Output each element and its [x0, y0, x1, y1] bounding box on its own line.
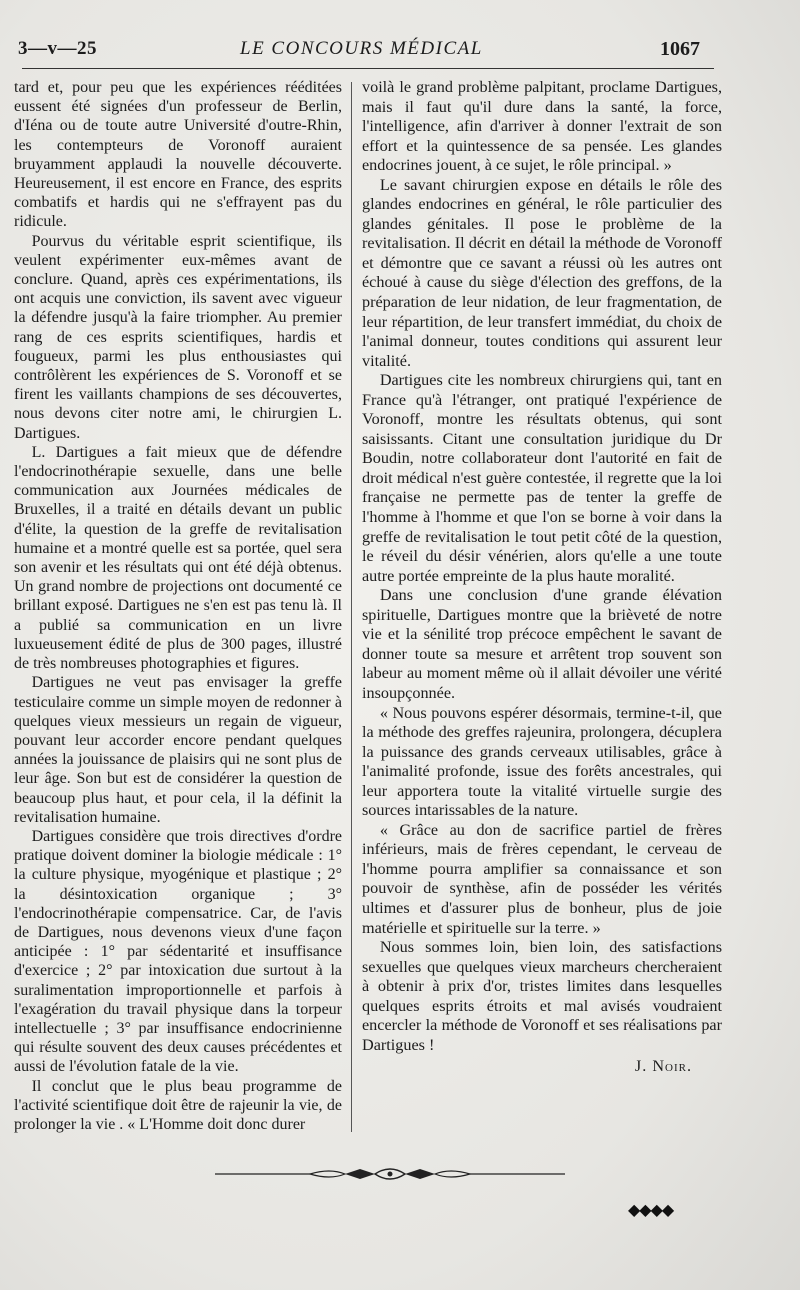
paragraph: Dans une conclusion d'une grande élévation spirituelle, Dartigues montre que la brièveté de notre vie et la sénilité trop précoce empêchent le savant de donner toute sa mesure et arrêtent trop souvent son labeur au moment même où il allait dévoiler une vérité insoupçonnée. [362, 586, 722, 702]
paragraph: « Nous pouvons espérer désormais, termine-t-il, que la méthode des greffes rajeunira, prolongera, décuplera la puissance des grands cerveaux utilisables, grâce à l'animalité profonde, issue des forêts ancestrales, qui leur apportera toute la vitalité virtuelle surgie des sources intarissables de la nature. [362, 703, 722, 820]
header-rule [22, 68, 714, 69]
end-mark: ◆◆◆◆ [628, 1200, 674, 1219]
paragraph: Dartigues ne veut pas envisager la greffe testiculaire comme un simple moyen de redonner à quelques vieux messieurs un regain de vigueur, pouvant leur accorder encore pendant quelques années la jouissance de plaisirs qui ne sont plus de leur âge. Son but est de considérer la question de beaucoup plus haut, et pour cela, il la définit la revitalisation humaine. [14, 674, 342, 826]
running-header [18, 36, 700, 66]
left-column [14, 78, 342, 1134]
paragraph: Pourvus du véritable esprit scientifique, ils veulent expérimenter eux-mêmes avant de conclure. Quand, après ces expérimentations, ils ont acquis une conviction, ils savent avec vigueur la défendre jusqu'à la faire triompher. Au premier rang de ces esprits scientifiques, hardis et fougueux, parmi les plus enthousiastes qui contrôlèrent les expériences de S. Voronoff et se firent les vaillants champions de ses découvertes, nous devons citer notre ami, le chirurgien L. Dartigues. [14, 232, 342, 442]
paragraph: Le savant chirurgien expose en détails le rôle des glandes endocrines en général, le rôle particulier des glandes génitales. Il pose le problème de la revitalisation. Il décrit en détail la méthode de Voronoff et démontre que ce savant a réussi où les autres ont échoué à cause du siège d'élection des greffons, de la préparation de leur nidation, de leur fragmentation, de leur répartition, de leur transfert immédiat, du choix de l'animal donneur, toutes conditions qui assurent leur vitalité. [362, 175, 722, 370]
issue-date: 3—v—25 [18, 38, 97, 59]
paragraph: Nous sommes loin, bien loin, des satisfactions sexuelles que quelques vieux marcheurs chercheraient à obtenir à prix d'or, tristes limites dans lesquelles quelques esprits étroits et mal avisés voudraient encercler la méthode de Voronoff et ses réalisations par Dartigues ! [362, 938, 722, 1054]
right-column [362, 78, 722, 1077]
paragraph: L. Dartigues a fait mieux que de défendre l'endocrinothérapie sexuelle, dans une belle communication aux Journées médicales de Bruxelles, il a traité en détails devant un public d'élite, la question de la greffe de revitalisation humaine et a montré quelle est sa portée, quel sera son avenir et les résultats qui ont été déjà obtenus. Un grand nombre de projections ont documenté ce brillant exposé. Dartigues ne s'en est pas tenu là. Il a publié sa communication en un livre luxueusement édité de plus de 300 pages, illustré de très nombreuses photographies et figures. [14, 443, 342, 673]
author-signature: J. Noir. [634, 1057, 692, 1076]
paragraph: Il conclut que le plus beau programme de l'activité scientifique doit être de rajeunir la vie, de prolonger la vie . « L'Homme doit donc durer [14, 1077, 342, 1133]
paragraph: tard et, pour peu que les expériences rééditées eussent été signées d'un professeur de Berlin, d'Iéna ou de toute autre Université d'outre-Rhin, les contempteurs de Voronoff auraient bruyamment applaudi la nouvelle découverte. Heureusement, il est encore en France, des esprits combatifs et hardis qui ne s'effrayent pas du ridicule. [14, 79, 342, 231]
journal-title: LE CONCOURS MÉDICAL [240, 38, 483, 59]
paragraph: « Grâce au don de sacrifice partiel de frères inférieurs, mais de frères cependant, le cerveau de l'homme pourra amplifier sa connaissance et son pouvoir de synthèse, afin de posséder les vérités ultimes et d'assurer plus de bonheur, plus de joie matérielle et spirituelle sur la terre. » [362, 820, 722, 937]
column-divider [351, 82, 352, 1132]
page-number: 1067 [660, 38, 700, 60]
paragraph: voilà le grand problème palpitant, proclame Dartigues, mais il faut qu'il dure dans la santé, la force, l'intelligence, afin d'arriver à donner l'extrait de son effort et la quintessence de sa pensée. Les glandes endocrines jouent, à ce sujet, le rôle principal. » [362, 78, 722, 175]
section-ornament [215, 1160, 565, 1190]
paragraph: Dartigues cite les nombreux chirurgiens qui, tant en France qu'à l'étranger, ont pratiqué l'expérience de Voronoff, montre les résultats obtenus, qui sont saisissants. Citant une consultation juridique du Dr Boudin, notre collaborateur dont l'autorité en fait de droit médical n'est guère contestée, il regrette que la loi française ne permette pas de tenter la greffe de l'homme à l'homme et que l'on se borne à voir dans la greffe de revitalisation le tout petit côté de la question, le réveil du désir vénérien, alors qu'elle a une toute autre portée empreinte de la plus haute moralité. [362, 371, 722, 585]
paragraph: Dartigues considère que trois directives d'ordre pratique doivent dominer la biologie médicale : 1° la culture physique, myogénique et plastique ; 2° la désintoxication organique ; 3° l'endocrinothérapie compensatrice. Car, de l'avis de Dartigues, nous devenons vieux d'une façon anticipée : 1° par sédentarité et insuffisance d'exercice ; 2° par intoxication due surtout à la suralimentation improportionnelle et parfois à l'exagération du travail physique dans la torpeur intellectuelle ; 3° par insuffisance endocrinienne qui résulte souvent des deux causes précédentes et aussi de l'évolution fatale de la vie. [14, 827, 342, 1076]
